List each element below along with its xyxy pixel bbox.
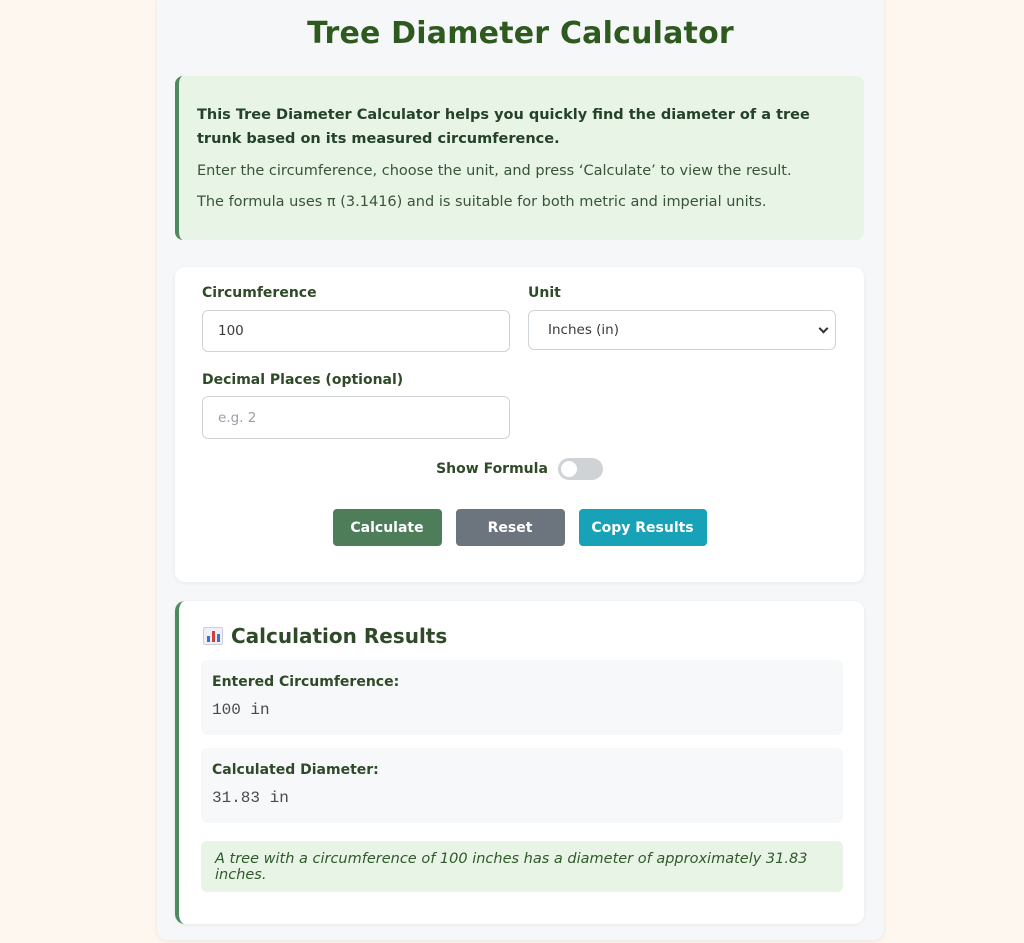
intro-formula-note: The formula uses π (3.1416) and is suitable for both metric and imperial units. (197, 194, 767, 210)
results-heading (203, 624, 447, 648)
chevron-down-icon (819, 324, 829, 334)
button-row (175, 509, 864, 546)
show-formula-label: Show Formula (436, 461, 548, 477)
intro-lead: This Tree Diameter Calculator helps you quickly find the diameter of a tree trunk based on its measured circumference. (197, 107, 810, 147)
entered-circumference-value: 100 in (212, 701, 270, 719)
calculate-button[interactable]: Calculate (333, 509, 442, 546)
calculated-diameter-label: Calculated Diameter: (212, 762, 379, 778)
circumference-label: Circumference (202, 285, 317, 301)
bar-chart-icon (203, 627, 223, 645)
copy-results-button[interactable]: Copy Results (579, 509, 707, 546)
calculator-container (157, 0, 884, 940)
decimal-places-label: Decimal Places (optional) (202, 372, 404, 388)
entered-circumference-box (201, 660, 843, 735)
show-formula-row (175, 458, 864, 480)
toggle-knob (561, 461, 577, 477)
calculated-diameter-box (201, 748, 843, 823)
intro-instructions: Enter the circumference, choose the unit, and press ‘Calculate’ to view the result. (197, 163, 792, 179)
reset-button[interactable]: Reset (456, 509, 565, 546)
intro-panel (175, 76, 864, 240)
show-formula-toggle[interactable] (558, 458, 603, 480)
calculator-form (175, 267, 864, 582)
unit-select-value: Inches (in) (548, 322, 619, 338)
page-title: Tree Diameter Calculator (307, 16, 734, 51)
unit-select[interactable] (528, 310, 836, 350)
calculated-diameter-value: 31.83 in (212, 789, 289, 807)
results-panel (175, 601, 864, 924)
results-title: Calculation Results (231, 624, 448, 648)
decimal-places-input[interactable]: e.g. 2 (202, 396, 510, 439)
unit-label: Unit (528, 285, 561, 301)
circumference-input[interactable]: 100 (202, 310, 510, 352)
entered-circumference-label: Entered Circumference: (212, 674, 400, 690)
result-summary: A tree with a circumference of 100 inches has a diameter of approximately 31.83 inches. (201, 841, 843, 892)
